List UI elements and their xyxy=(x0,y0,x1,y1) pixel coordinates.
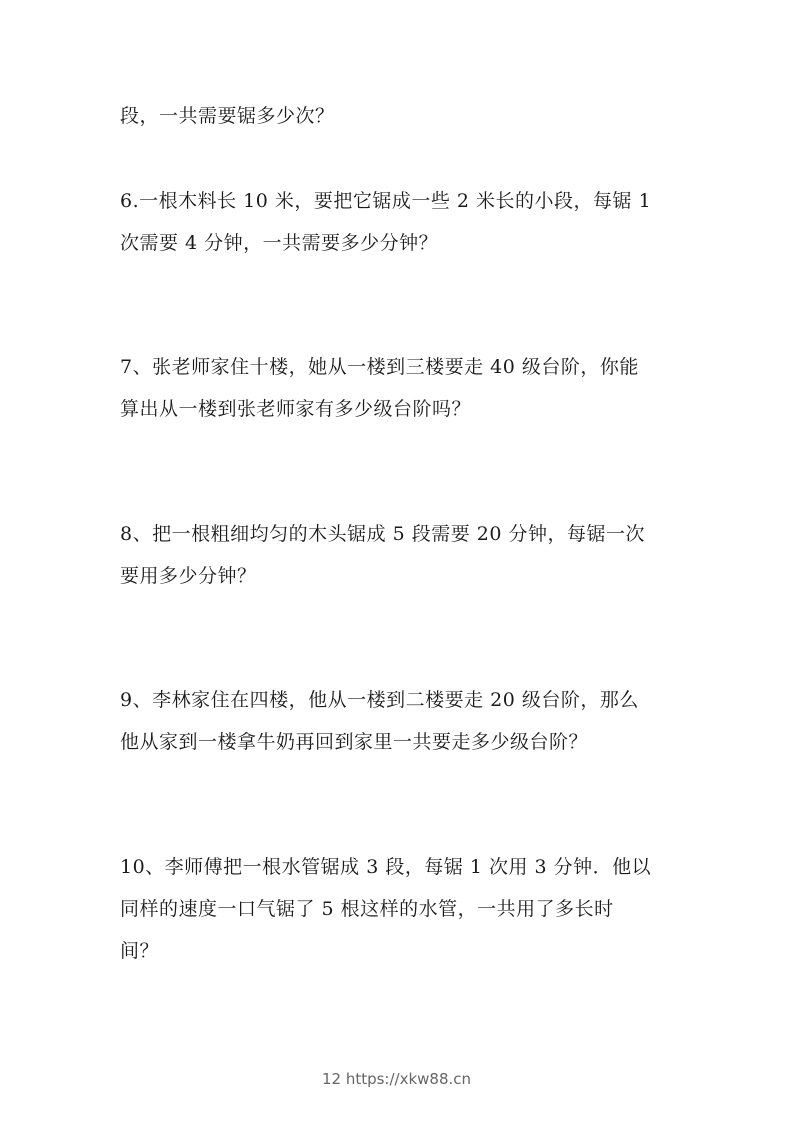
question-10-line-3: 间？ xyxy=(120,940,160,962)
question-7-line-2: 算出从一楼到张老师家有多少级台阶吗？ xyxy=(120,398,472,420)
question-9-line-2: 他从家到一楼拿牛奶再回到家里一共要走多少级台阶？ xyxy=(120,731,589,753)
question-6-line-1: 6.一根木料长 10 米，要把它锯成一些 2 米长的小段，每锯 1 xyxy=(120,190,652,212)
question-9-line-1: 9、李林家住在四楼，他从一楼到二楼要走 20 级台阶，那么 xyxy=(120,689,639,711)
question-10-line-1: 10、李师傅把一根水管锯成 3 段，每锯 1 次用 3 分钟．他以 xyxy=(120,856,652,878)
continuation-line: 段，一共需要锯多少次？ xyxy=(120,105,335,127)
question-7-line-1: 7、张老师家住十楼，她从一楼到三楼要走 40 级台阶，你能 xyxy=(120,356,639,378)
page-footer: 12 https://xkw88.cn xyxy=(321,1070,472,1088)
question-8-line-1: 8、把一根粗细均匀的木头锯成 5 段需要 20 分钟，每锯一次 xyxy=(120,523,646,545)
question-6-line-2: 次需要 4 分钟，一共需要多少分钟？ xyxy=(120,232,439,254)
question-10-line-2: 同样的速度一口气锯了 5 根这样的水管，一共用了多长时 xyxy=(120,898,614,920)
question-8-line-2: 要用多少分钟？ xyxy=(120,565,257,587)
